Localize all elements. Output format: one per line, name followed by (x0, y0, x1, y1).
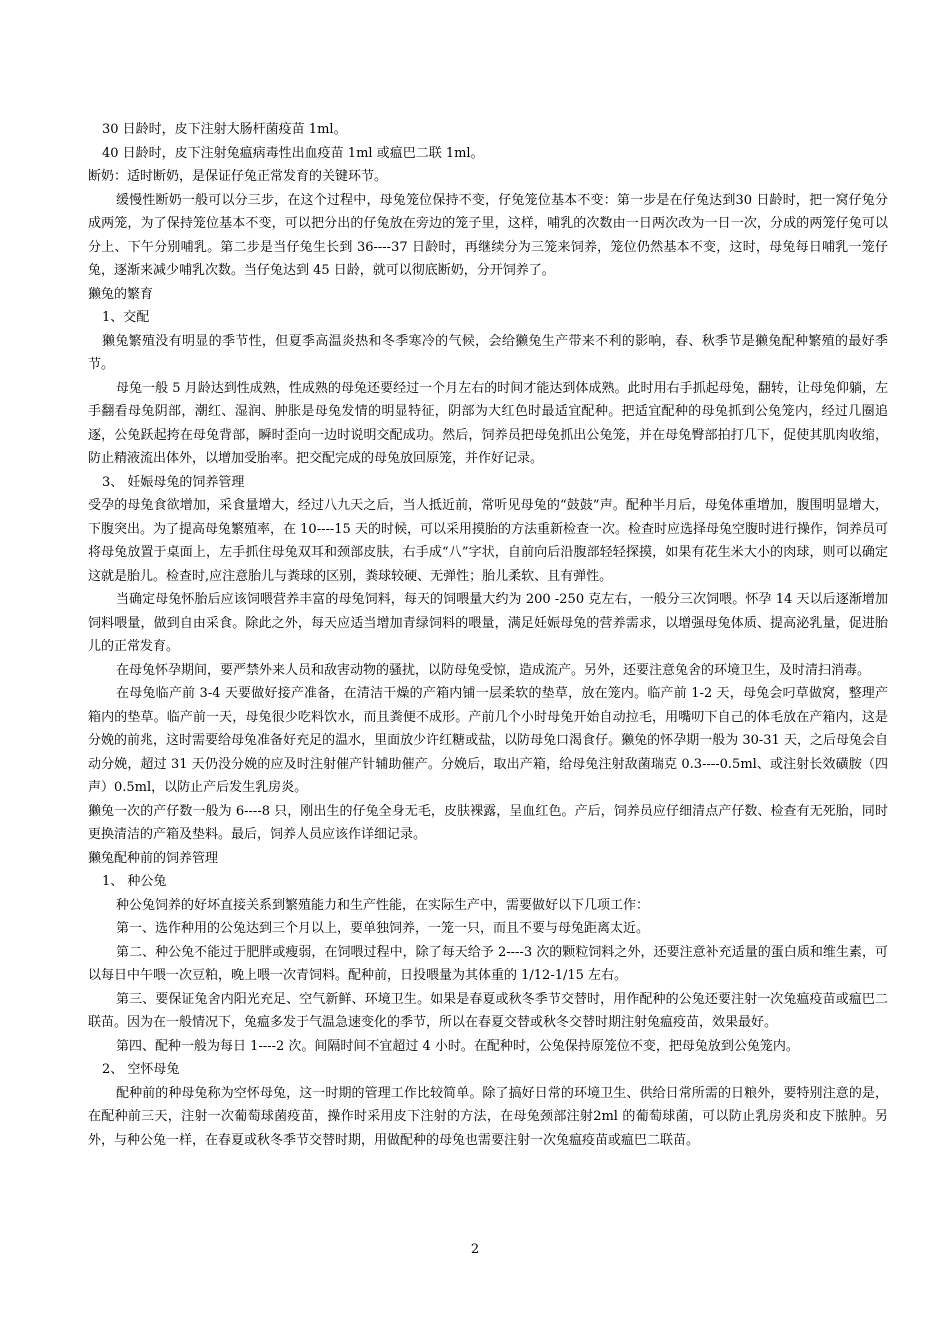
paragraph: 獭兔配种前的饲养管理 (88, 850, 219, 866)
paragraph: 第一、选作种用的公兔达到三个月以上，要单独饲养，一笼一只，而且不要与母兔距离太近。 (116, 921, 650, 936)
paragraph: 第三、要保证兔舍内阳光充足、空气新鲜、环境卫生。如果是春夏或秋冬季节交替时，用作配种的公兔还要注射一次兔瘟疫苗或瘟巴二联苗。因为在一般情况下，兔瘟多发于气温急速变化的季节，所以在春夏交替或秋冬交替时期注射兔瘟疫苗，效果最好。 (88, 991, 888, 1030)
paragraph: 缓慢性断奶一般可以分三步，在这个过程中，母兔笼位保持不变，仔兔笼位基本不变：第一步是在仔兔达到30 日龄时，把一窝仔兔分成两笼，为了保持笼位基本不变，可以把分出的仔兔放在旁边的笼子里，这样，哺乳的次数由一日两次改为一日一次，分成的两笼仔兔可以分上、下午分别哺乳。第二步是当仔兔生长到 36----37 日龄时，再继续分为三笼来饲养，笼位仍然基本不变，这时，母兔每日哺乳一笼仔兔，逐渐来减少哺乳次数。当仔兔达到 45 日龄，就可以彻底断奶，分开饲养了。 (88, 192, 888, 278)
paragraph: 3、 妊娠母兔的饲养管理 (102, 474, 245, 490)
paragraph: 受孕的母兔食欲增加，采食量增大，经过八九天之后，当人抵近前，常听见母兔的“鼓鼓”声。配种半月后，母兔体重增加，腹围明显增大，下腹突出。为了提高母兔繁殖率，在 10----15 天的时候，可以采用摸胎的方法重新检查一次。检查时应选择母兔空腹时进行操作，饲养员可将母兔放置于桌面上，左手抓住母兔双耳和颈部皮肤，右手成“八”字状，自前向后沿腹部轻轻探摸，如果有花生米大小的肉球，则可以确定这就是胎儿。检查时,应注意胎儿与粪球的区别，粪球较硬、无弹性；胎儿柔软、且有弹性。 (88, 498, 888, 584)
paragraph: 断奶：适时断奶，是保证仔兔正常发育的关键环节。 (88, 169, 388, 184)
paragraph: 第四、配种一般为每日 1----2 次。间隔时间不宜超过 4 小时。在配种时，公兔保持原笼位不变，把母兔放到公兔笼内。 (116, 1038, 799, 1054)
paragraph: 在母兔怀孕期间，要严禁外来人员和敌害动物的骚扰，以防母兔受惊，造成流产。另外，还要注意兔舍的环境卫生，及时清扫消毒。 (116, 662, 871, 678)
body-text (88, 118, 888, 1152)
paragraph: 獭兔一次的产仔数一般为 6----8 只，刚出生的仔兔全身无毛，皮肤裸露，呈血红色。产后，饲养员应仔细清点产仔数、检查有无死胎，同时更换清洁的产箱及垫料。最后，饲养人员应该作详细记录。 (88, 803, 888, 842)
paragraph: 獭兔繁殖没有明显的季节性，但夏季高温炎热和冬季寒冷的气候，会给獭兔生产带来不利的影响，春、秋季节是獭兔配种繁殖的最好季节。 (88, 333, 888, 372)
paragraph: 当确定母兔怀胎后应该饲喂营养丰富的母兔饲料，每天的饲喂量大约为 200 -250 克左右，一般分三次饲喂。怀孕 14 天以后逐渐增加饲料喂量，做到自由采食。除此之外，每天应适当增加青绿饲料的喂量，满足妊娠母兔的营养需求，以增强母兔体质、提高泌乳量，促进胎儿的正常发育。 (88, 592, 888, 654)
paragraph: 配种前的种母兔称为空怀母兔，这一时期的管理工作比较简单。除了搞好日常的环境卫生、供给日常所需的日粮外，要特别注意的是，在配种前三天，注射一次葡萄球菌疫苗，操作时采用皮下注射的方法，在母兔颈部注射2ml 的葡萄球菌，可以防止乳房炎和皮下脓肿。另外，与种公兔一样，在春夏或秋冬季节交替时期，用做配种的母兔也需要注射一次兔瘟疫苗或瘟巴二联苗。 (88, 1085, 888, 1148)
paragraph: 1、交配 (102, 310, 150, 325)
paragraph: 1、 种公兔 (102, 874, 167, 889)
paragraph: 2、 空怀母兔 (102, 1062, 180, 1077)
paragraph: 第二、种公兔不能过于肥胖或瘦弱，在饲喂过程中，除了每天给予 2----3 次的颗粒饲料之外，还要注意补充适量的蛋白质和维生素，可以每日中午喂一次豆粕，晚上喂一次青饲料。配种前，日投喂量为其体重的 1/12-1/15 左右。 (88, 944, 888, 983)
paragraph: 獭兔的繁育 (88, 286, 154, 302)
paragraph: 母兔一般 5 月龄达到性成熟，性成熟的母兔还要经过一个月左右的时间才能达到体成熟。此时用右手抓起母兔，翻转，让母兔仰躺，左手翻看母兔阴部，潮红、湿润、肿胀是母兔发情的明显特征，阴部为大红色时最适宜配种。把适宜配种的母兔抓到公兔笼内，经过几圈追逐，公兔跃起挎在母兔背部，瞬时歪向一边时说明交配成功。然后，饲养员把母兔抓出公兔笼，并在母兔臀部拍打几下，促使其肌肉收缩，防止精液流出体外，以增加受胎率。把交配完成的母兔放回原笼，并作好记录。 (88, 380, 888, 466)
paragraph: 30 日龄时，皮下注射大肠杆菌疫苗 1ml。 (102, 122, 347, 137)
paragraph: 在母兔临产前 3-4 天要做好接产准备，在清洁干燥的产箱内铺一层柔软的垫草，放在笼内。临产前 1-2 天，母兔会叼草做窝，整理产箱内的垫草。临产前一天，母兔很少吃料饮水，而且粪便不成形。产前几个小时母兔开始自动拉毛，用嘴叨下自己的体毛放在产箱内，这是分娩的前兆，这时需要给母兔准备好充足的温水，里面放少许红糖或盐，以防母兔口渴食仔。獭兔的怀孕期一般为 30-31 天，之后母兔会自动分娩，超过 31 天仍没分娩的应及时注射催产针辅助催产。分娩后，取出产箱，给母兔注射敌菌瑞克 0.3----0.5ml、或注射长效磺胺（四声）0.5ml，以防止产后发生乳房炎。 (88, 686, 888, 795)
paragraph: 种公兔饲养的好坏直接关系到繁殖能力和生产性能，在实际生产中，需要做好以下几项工作： (116, 897, 650, 913)
page-number: 2 (470, 1242, 480, 1257)
paragraph: 40 日龄时，皮下注射兔瘟病毒性出血疫苗 1ml 或瘟巴二联 1ml。 (102, 145, 484, 161)
